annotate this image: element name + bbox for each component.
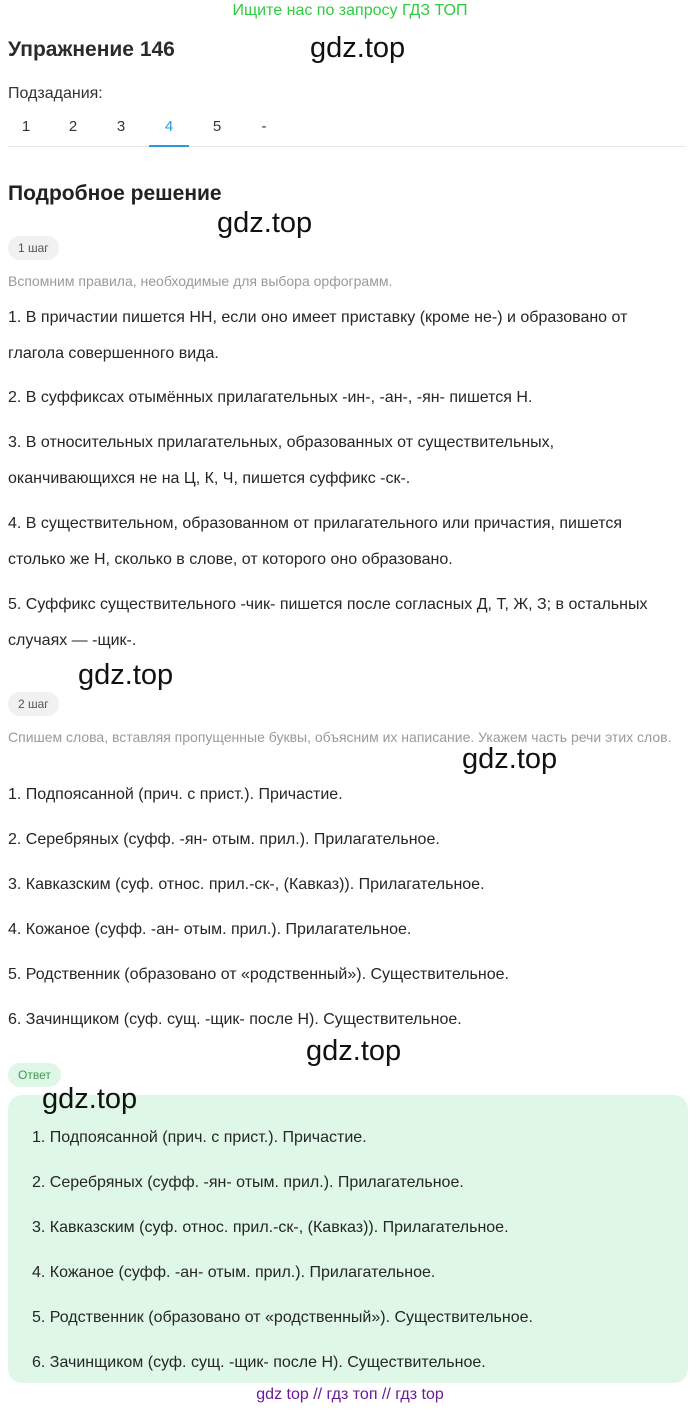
step-2-item: 5. Родственник (образовано от «родственный»). Существительное. xyxy=(8,966,509,983)
step-2-item: 4. Кожаное (суфф. -ан- отым. прил.). Прилагательное. xyxy=(8,921,412,938)
step-2-item: 6. Зачинщиком (суф. сущ. -щик- после Н). Существительное. xyxy=(8,1011,462,1028)
subtask-tabs xyxy=(8,108,686,147)
subtask-tab-more[interactable]: - xyxy=(261,118,267,135)
rule-2: 2. В суффиксах отымённых прилагательных -ин-, -ан-, -ян- пишется Н. xyxy=(8,389,533,406)
watermark: gdz.top xyxy=(217,207,313,239)
rule-3: 3. В относительных прилагательных, образованных от существительных, оканчивающихся не на Ц, К, Ч, пишется суффикс -ск-. xyxy=(8,434,555,487)
step-2-item: 3. Кавказским (суф. относ. прил.-ск-, (Кавказ)). Прилагательное. xyxy=(8,876,485,893)
rule-5: 5. Суффикс существительного -чик- пишется после согласных Д, Т, Ж, З; в остальных случаях — -щик-. xyxy=(8,596,648,649)
step-2-intro: Спишем слова, вставляя пропущенные буквы, объясним их написание. Укажем часть речи этих слов. xyxy=(8,729,672,745)
rule-4: 4. В существительном, образованном от прилагательного или причастия, пишется столько же Н, сколько в слове, от которого оно образовано. xyxy=(8,515,622,568)
subtask-tab-2[interactable]: 2 xyxy=(68,118,78,135)
answer-item: 2. Серебряных (суфф. -ян- отым. прил.). Прилагательное. xyxy=(32,1174,464,1191)
answer-item: 3. Кавказским (суф. относ. прил.-ск-, (Кавказ)). Прилагательное. xyxy=(32,1219,509,1236)
answer-item: 5. Родственник (образовано от «родственный»). Существительное. xyxy=(32,1309,533,1326)
solution-title: Подробное решение xyxy=(8,182,222,205)
step-1-intro: Вспомним правила, необходимые для выбора орфограмм. xyxy=(8,273,393,289)
subtask-tab-1[interactable]: 1 xyxy=(21,118,31,135)
footer-links[interactable]: gdz top // гдз топ // гдз top xyxy=(256,1386,444,1403)
answer-item: 6. Зачинщиком (суф. сущ. -щик- после Н). Существительное. xyxy=(32,1354,486,1371)
watermark: gdz.top xyxy=(462,743,558,775)
rule-1: 1. В причастии пишется НН, если оно имеет приставку (кроме не-) и образовано от глагола совершенного вида. xyxy=(8,309,628,362)
watermark: gdz.top xyxy=(78,659,174,691)
answer-item: 1. Подпоясанной (прич. с прист.). Причастие. xyxy=(32,1129,367,1146)
step-1-badge: 1 шаг xyxy=(8,236,59,260)
answer-item: 4. Кожаное (суфф. -ан- отым. прил.). Прилагательное. xyxy=(32,1264,436,1281)
subtask-tab-3[interactable]: 3 xyxy=(116,118,126,135)
subtask-tab-5[interactable]: 5 xyxy=(212,118,222,135)
step-2-item: 1. Подпоясанной (прич. с прист.). Причастие. xyxy=(8,786,343,803)
step-2-item: 2. Серебряных (суфф. -ян- отым. прил.). Прилагательное. xyxy=(8,831,440,848)
page-title: Упражнение 146 xyxy=(8,38,175,61)
search-hint-banner: Ищите нас по запросу ГДЗ ТОП xyxy=(232,2,468,19)
watermark: gdz.top xyxy=(310,32,406,64)
answer-badge: Ответ xyxy=(8,1063,61,1087)
subtask-tab-4[interactable]: 4 xyxy=(149,108,189,147)
subtasks-label: Подзадания: xyxy=(8,85,103,102)
watermark: gdz.top xyxy=(42,1083,138,1115)
watermark: gdz.top xyxy=(306,1035,402,1067)
step-2-badge: 2 шаг xyxy=(8,692,59,716)
